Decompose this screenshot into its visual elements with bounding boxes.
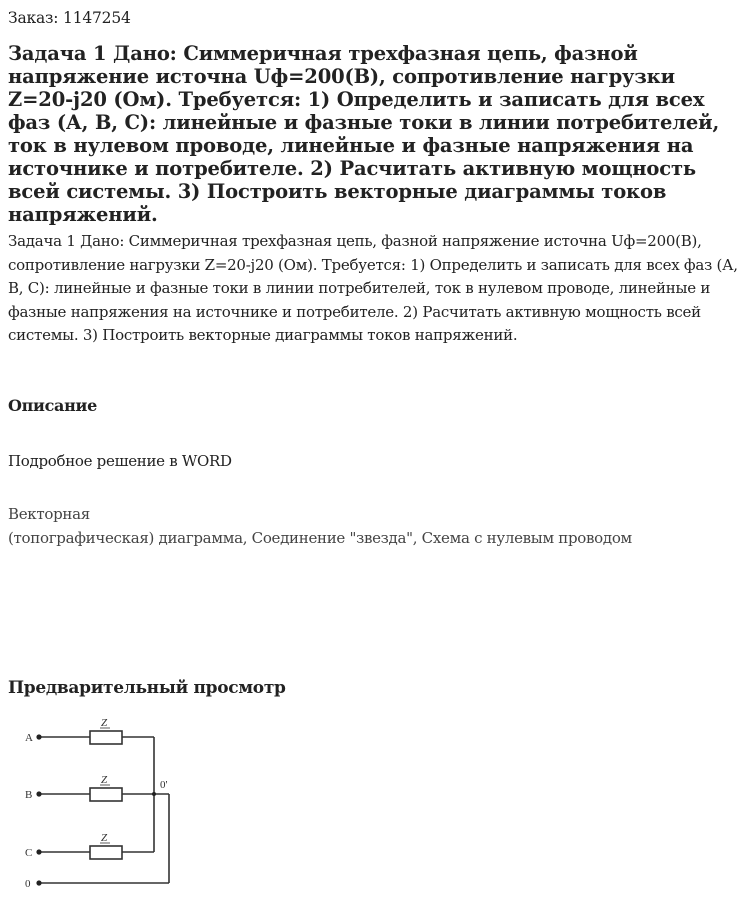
star-node — [152, 792, 156, 796]
description-heading: Описание — [8, 396, 97, 415]
description-line-diagram-a: Векторная — [8, 505, 90, 523]
terminal-c — [36, 849, 41, 854]
label-b: B — [25, 789, 33, 801]
terminal-a — [36, 734, 41, 739]
description-line-word: Подробное решение в WORD — [8, 452, 232, 470]
terminal-0 — [36, 880, 41, 885]
circuit-diagram — [0, 700, 250, 907]
label-a: A — [25, 732, 33, 744]
task-title: Задача 1 Дано: Симмеричная трехфазная цепь, фазной напряжение источна Uф=200(В), сопротивление нагрузки Z=20-j20 (Ом). Требуется: 1) Определить и записать для всех фаз (А, В, С): линейные и фазные токи в линии потребителей, ток в нулевом проводе, линейные и фазные напряжения на источнике и потребителе. 2) Расчитать активную мощность всей системы. 3) Построить векторные диаграммы токов напряжений. — [8, 42, 720, 226]
description-line-diagram — [8, 502, 632, 550]
impedance-label-c: Z — [101, 832, 108, 844]
neutral-node-label: 0' — [160, 779, 168, 791]
impedance-label-b: Z — [101, 774, 108, 786]
task-body: Задача 1 Дано: Симмеричная трехфазная цепь, фазной напряжение источна Uф=200(В), сопротивление нагрузки Z=20-j20 (Ом). Требуется: 1) Определить и записать для всех фаз (А, В, С): линейные и фазные токи в линии потребителей, ток в нулевом проводе, линейные и фазные напряжения на источнике и потребителе. 2) Расчитать активную мощность всей системы. 3) Построить векторные диаграммы токов напряжений. — [8, 232, 738, 344]
label-0: 0 — [25, 878, 31, 890]
terminal-b — [36, 791, 41, 796]
preview-heading: Предварительный просмотр — [8, 678, 286, 698]
order-number: Заказ: 1147254 — [8, 9, 131, 27]
impedance-label-a: Z — [101, 717, 108, 729]
label-c: C — [25, 847, 33, 859]
description-line-diagram-b: (топографическая) диаграмма, Соединение "звезда", Схема с нулевым проводом — [8, 529, 632, 547]
